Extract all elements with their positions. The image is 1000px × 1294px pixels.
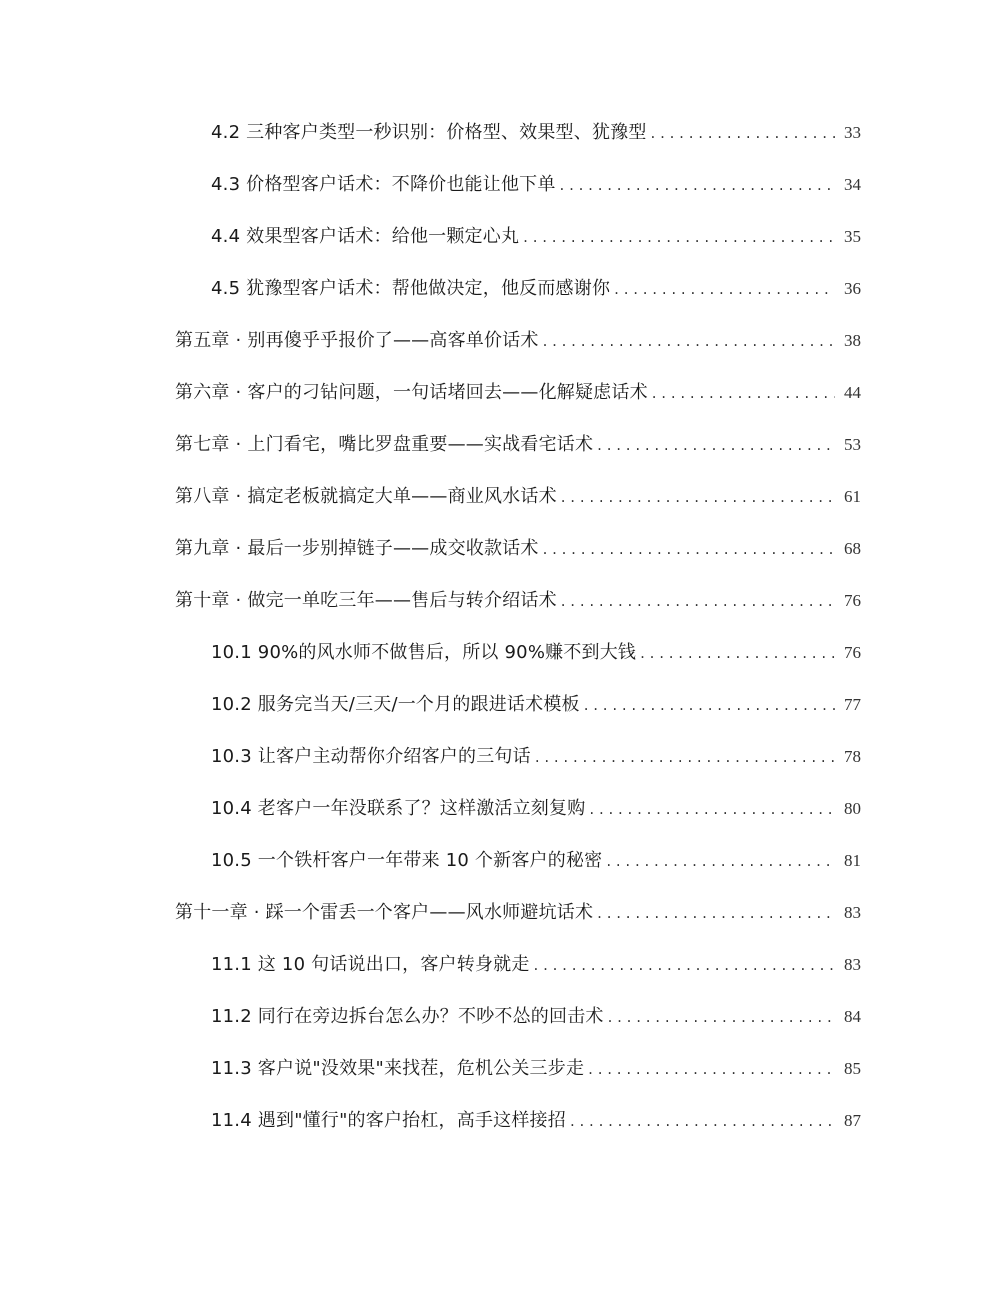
toc-entry[interactable] [211, 997, 861, 1037]
dot-leader [523, 217, 835, 257]
toc-entry-title: 10.2 服务完当天/三天/一个月的跟进话术模板 [211, 694, 580, 715]
toc-entry[interactable] [175, 529, 861, 569]
toc-page-number: 38 [844, 331, 861, 350]
toc-entry[interactable] [211, 737, 861, 777]
toc-page-number: 44 [844, 383, 861, 402]
toc-entry[interactable] [211, 789, 861, 829]
dot-leader [535, 737, 835, 777]
dot-leader [614, 269, 835, 309]
toc-entry[interactable] [211, 685, 861, 725]
toc-entry-title: 10.5 一个铁杆客户一年带来 10 个新客户的秘密 [211, 850, 603, 871]
toc-entry[interactable] [211, 945, 861, 985]
toc-entry-title: 4.3 价格型客户话术：不降价也能让他下单 [211, 174, 556, 195]
toc-entry[interactable] [211, 165, 861, 205]
toc-page-number: 83 [844, 903, 861, 922]
dot-leader [584, 685, 835, 725]
toc-entry-title: 10.3 让客户主动帮你介绍客户的三句话 [211, 746, 531, 767]
toc-entry-title: 11.1 这 10 句话说出口，客户转身就走 [211, 954, 530, 975]
toc-entry[interactable] [175, 373, 861, 413]
toc-page-number: 83 [844, 955, 861, 974]
toc-entry[interactable] [175, 321, 861, 361]
toc-entry-title: 第七章 · 上门看宅，嘴比罗盘重要——实战看宅话术 [175, 434, 594, 455]
toc-page-number: 77 [844, 695, 861, 714]
toc-entry[interactable] [211, 217, 861, 257]
toc-entry[interactable] [175, 581, 861, 621]
toc-entry[interactable] [175, 477, 861, 517]
toc-page-number: 36 [844, 279, 861, 298]
toc-page-number: 61 [844, 487, 861, 506]
toc-entry-title: 11.4 遇到"懂行"的客户抬杠，高手这样接招 [211, 1110, 566, 1131]
toc-entry-title: 11.3 客户说"没效果"来找茬，危机公关三步走 [211, 1058, 585, 1079]
toc-page-number: 80 [844, 799, 861, 818]
toc-entry-title: 11.2 同行在旁边拆台怎么办？不吵不怂的回击术 [211, 1006, 604, 1027]
toc-page-number: 53 [844, 435, 861, 454]
toc-page-number: 68 [844, 539, 861, 558]
dot-leader [597, 893, 835, 933]
dot-leader [560, 165, 835, 205]
toc-page-number: 81 [844, 851, 861, 870]
toc-page-number: 85 [844, 1059, 861, 1078]
toc-page-number: 34 [844, 175, 861, 194]
toc-entry[interactable] [211, 1049, 861, 1089]
dot-leader [640, 633, 835, 673]
dot-leader [534, 945, 835, 985]
toc-page-number: 84 [844, 1007, 861, 1026]
dot-leader [561, 581, 835, 621]
dot-leader [608, 997, 835, 1037]
toc-entry-title: 第六章 · 客户的刁钻问题，一句话堵回去——化解疑虑话术 [175, 382, 648, 403]
toc-entry[interactable] [211, 841, 861, 881]
dot-leader [543, 529, 835, 569]
dot-leader [651, 113, 835, 153]
toc-page-number: 33 [844, 123, 861, 142]
toc-page-number: 76 [844, 591, 861, 610]
toc-entry-title: 第十章 · 做完一单吃三年——售后与转介绍话术 [175, 590, 557, 611]
toc-entry[interactable] [211, 1101, 861, 1141]
dot-leader [606, 841, 835, 881]
toc-entry[interactable] [211, 269, 861, 309]
toc-entry-title: 10.1 90%的风水师不做售后，所以 90%赚不到大钱 [211, 642, 637, 663]
toc-page-number: 87 [844, 1111, 861, 1130]
dot-leader [597, 425, 835, 465]
toc-entry-title: 4.4 效果型客户话术：给他一颗定心丸 [211, 226, 520, 247]
dot-leader [588, 1049, 835, 1089]
toc-entry-title: 4.2 三种客户类型一秒识别：价格型、效果型、犹豫型 [211, 122, 647, 143]
dot-leader [589, 789, 835, 829]
dot-leader [543, 321, 835, 361]
toc-entry-title: 第十一章 · 踩一个雷丢一个客户——风水师避坑话术 [175, 902, 594, 923]
dot-leader [652, 373, 835, 413]
toc-entry-title: 第九章 · 最后一步别掉链子——成交收款话术 [175, 538, 539, 559]
toc-entry-title: 4.5 犹豫型客户话术：帮他做决定，他反而感谢你 [211, 278, 611, 299]
toc-page-number: 76 [844, 643, 861, 662]
toc-entry[interactable] [211, 633, 861, 673]
toc-entry[interactable] [175, 425, 861, 465]
dot-leader [561, 477, 835, 517]
toc-entry-title: 10.4 老客户一年没联系了？这样激活立刻复购 [211, 798, 586, 819]
toc-page-number: 78 [844, 747, 861, 766]
toc-entry[interactable] [175, 893, 861, 933]
toc-entry-title: 第五章 · 别再傻乎乎报价了——高客单价话术 [175, 330, 539, 351]
toc-entry-title: 第八章 · 搞定老板就搞定大单——商业风水话术 [175, 486, 557, 507]
toc-page-number: 35 [844, 227, 861, 246]
toc-entry[interactable] [211, 113, 861, 153]
dot-leader [570, 1101, 835, 1141]
